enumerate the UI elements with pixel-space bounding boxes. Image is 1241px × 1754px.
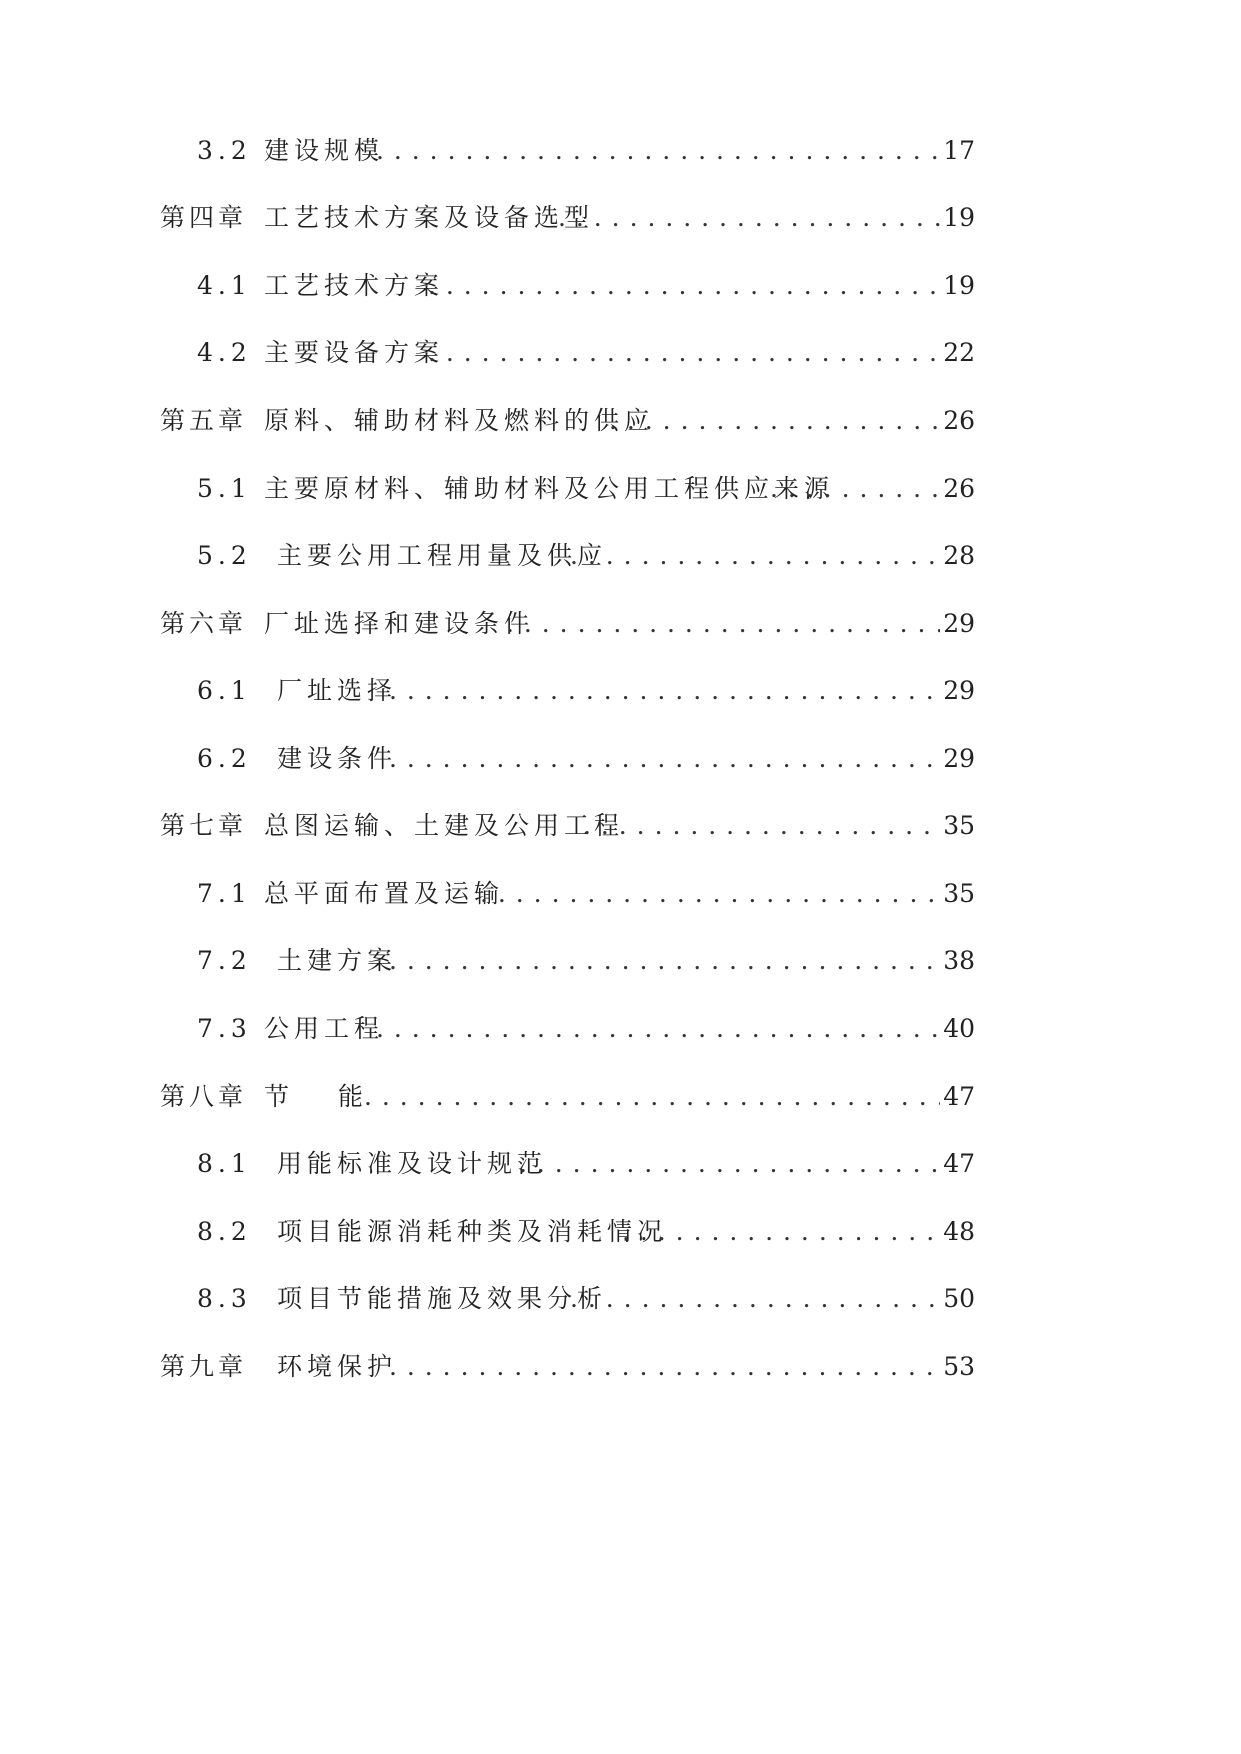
toc-entry[interactable] (0, 536, 1241, 576)
toc-entry[interactable] (0, 604, 1241, 644)
entry-chapter: 第九章 (160, 1352, 248, 1381)
dot-leader (519, 1144, 940, 1184)
entry-page-number: 26 (943, 474, 975, 503)
dot-leader (389, 671, 940, 711)
toc-entry[interactable] (0, 401, 1241, 441)
entry-chapter: 第四章 (160, 203, 248, 232)
dot-leader (558, 198, 940, 238)
toc-entry[interactable] (0, 1144, 1241, 1184)
entry-title: 环境保护 (277, 1352, 398, 1381)
entry-page-number: 35 (943, 811, 975, 840)
toc-entry[interactable] (0, 739, 1241, 779)
toc-entry[interactable] (0, 333, 1241, 373)
entry-title: 土建方案 (277, 946, 398, 975)
entry-number: 8.1 (197, 1149, 252, 1178)
toc-entry[interactable] (0, 874, 1241, 914)
entry-title: 总图运输、土建及公用工程 (264, 811, 625, 840)
dot-leader (570, 536, 940, 576)
toc-entry[interactable] (0, 806, 1241, 846)
entry-chapter: 第五章 (160, 406, 248, 435)
entry-title: 厂址选择 (277, 676, 398, 705)
dot-leader (376, 1009, 940, 1049)
entry-page-number: 26 (943, 406, 975, 435)
entry-title: 厂址选择和建设条件 (264, 609, 535, 638)
dot-leader (389, 739, 940, 779)
entry-number: 8.3 (197, 1284, 252, 1313)
toc-entry[interactable] (0, 1279, 1241, 1319)
entry-number: 6.2 (197, 744, 252, 773)
entry-title: 项目能源消耗种类及消耗情况 (277, 1217, 668, 1246)
dot-leader (376, 131, 940, 171)
entry-title: 公用工程 (264, 1014, 385, 1043)
entry-page-number: 50 (943, 1284, 975, 1313)
toc-entry[interactable] (0, 1077, 1241, 1117)
entry-page-number: 17 (943, 136, 975, 165)
entry-title: 建设规模 (264, 136, 385, 165)
entry-title: 原料、辅助材料及燃料的供应 (264, 406, 655, 435)
toc-entry[interactable] (0, 469, 1241, 509)
entry-page-number: 22 (943, 338, 975, 367)
entry-page-number: 19 (943, 271, 975, 300)
dot-leader (622, 1212, 940, 1252)
entry-title: 建设条件 (277, 744, 398, 773)
entry-number: 8.2 (197, 1217, 252, 1246)
entry-number: 3.2 (197, 136, 252, 165)
entry-page-number: 38 (943, 946, 975, 975)
entry-title: 工艺技术方案 (264, 271, 445, 300)
entry-number: 5.1 (197, 474, 252, 503)
toc-entry[interactable] (0, 1212, 1241, 1252)
entry-chapter: 第六章 (160, 609, 248, 638)
entry-page-number: 47 (943, 1149, 975, 1178)
entry-title: 主要公用工程用量及供应 (277, 541, 608, 570)
entry-page-number: 48 (943, 1217, 975, 1246)
entry-number: 4.2 (197, 338, 252, 367)
dot-leader (570, 1279, 940, 1319)
dot-leader (609, 401, 940, 441)
entry-number: 6.1 (197, 676, 252, 705)
entry-page-number: 53 (943, 1352, 975, 1381)
dot-leader (480, 874, 940, 914)
entry-number: 7.3 (197, 1014, 252, 1043)
entry-page-number: 47 (943, 1082, 975, 1111)
entry-title: 总平面布置及运输 (264, 879, 505, 908)
entry-number: 5.2 (197, 541, 252, 570)
toc-entry[interactable] (0, 671, 1241, 711)
entry-number: 7.2 (197, 946, 252, 975)
entry-page-number: 40 (943, 1014, 975, 1043)
entry-number: 7.1 (197, 879, 252, 908)
entry-page-number: 29 (943, 676, 975, 705)
entry-title: 主要设备方案 (264, 338, 445, 367)
dot-leader (364, 1077, 940, 1117)
toc-entry[interactable] (0, 131, 1241, 171)
entry-title: 用能标准及设计规范 (277, 1149, 548, 1178)
dot-leader (389, 941, 940, 981)
entry-chapter: 第八章 (160, 1082, 248, 1111)
entry-title: 主要原材料、辅助材料及公用工程供应来源 (264, 474, 835, 503)
toc-entry[interactable] (0, 198, 1241, 238)
entry-title: 节 能 (264, 1082, 376, 1111)
entry-page-number: 29 (943, 744, 975, 773)
entry-page-number: 29 (943, 609, 975, 638)
entry-title: 项目节能措施及效果分析 (277, 1284, 608, 1313)
dot-leader (583, 806, 940, 846)
entry-number: 4.1 (197, 271, 252, 300)
dot-leader (428, 333, 940, 373)
entry-page-number: 19 (943, 203, 975, 232)
entry-page-number: 28 (943, 541, 975, 570)
entry-page-number: 35 (943, 879, 975, 908)
dot-leader (389, 1347, 940, 1387)
dot-leader (506, 604, 940, 644)
toc-entry[interactable] (0, 941, 1241, 981)
entry-title: 工艺技术方案及设备选型 (264, 203, 595, 232)
toc-entry[interactable] (0, 1009, 1241, 1049)
entry-chapter: 第七章 (160, 811, 248, 840)
dot-leader (428, 266, 940, 306)
toc-entry[interactable] (0, 266, 1241, 306)
toc-entry[interactable] (0, 1347, 1241, 1387)
